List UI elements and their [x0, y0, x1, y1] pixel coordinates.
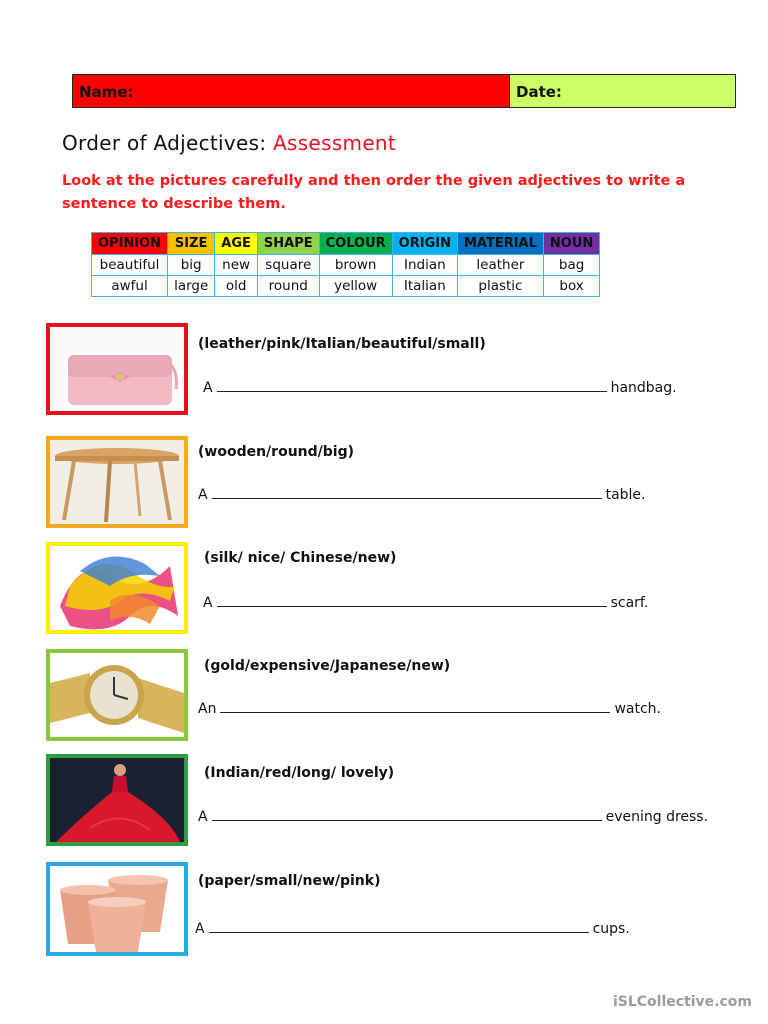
answer-blank[interactable] — [212, 486, 602, 499]
round-wooden-table-picture — [46, 436, 188, 528]
table-cell: box — [543, 276, 599, 297]
adjective-prompt: (leather/pink/Italian/beautiful/small) — [198, 336, 486, 352]
adjective-order-table — [91, 232, 600, 297]
adjective-prompt: (paper/small/new/pink) — [198, 873, 381, 889]
instructions: Look at the pictures carefully and then order the given adjectives to write a sentence to describe them. — [62, 173, 686, 212]
table-cell: large — [168, 276, 215, 297]
paper-cups-picture — [46, 862, 188, 956]
column-header-age: AGE — [215, 233, 258, 255]
silk-scarf-picture — [46, 542, 188, 634]
adjective-prompt: (wooden/round/big) — [198, 444, 354, 460]
table-cell: square — [257, 255, 319, 276]
table-cell: bag — [543, 255, 599, 276]
answer-blank[interactable] — [209, 920, 589, 933]
answer-blank[interactable] — [217, 594, 607, 607]
exercise-item-2 — [0, 436, 768, 528]
column-header-origin: ORIGIN — [392, 233, 457, 255]
table-cell: big — [168, 255, 215, 276]
noun: handbag. — [610, 380, 677, 396]
table-cell: Indian — [392, 255, 457, 276]
article: A — [198, 487, 208, 503]
gold-watch-picture — [46, 649, 188, 741]
noun: cups. — [592, 921, 630, 937]
table-cell: yellow — [319, 276, 392, 297]
article: A — [198, 809, 208, 825]
table-cell: beautiful — [92, 255, 168, 276]
exercise-item-6 — [0, 862, 768, 954]
title-accent: Assessment — [273, 131, 397, 155]
noun: scarf. — [610, 595, 649, 611]
article: A — [203, 595, 213, 611]
page-title — [62, 131, 396, 155]
noun: watch. — [614, 701, 661, 717]
column-header-size: SIZE — [168, 233, 215, 255]
column-header-opinion: OPINION — [92, 233, 168, 255]
article: An — [198, 701, 217, 717]
table-row — [92, 255, 600, 276]
pink-handbag-picture — [46, 323, 188, 415]
red-evening-dress-picture — [46, 754, 188, 846]
answer-sentence[interactable] — [198, 700, 661, 717]
adjective-prompt: (silk/ nice/ Chinese/new) — [204, 550, 397, 566]
exercise-item-3 — [0, 542, 768, 634]
date-field[interactable]: Date: — [510, 75, 735, 107]
noun: evening dress. — [605, 809, 709, 825]
adjective-prompt: (Indian/red/long/ lovely) — [204, 765, 395, 781]
answer-blank[interactable] — [220, 700, 610, 713]
table-cell: round — [257, 276, 319, 297]
answer-sentence[interactable] — [203, 379, 677, 396]
table-cell: plastic — [457, 276, 543, 297]
name-date-bar — [72, 74, 736, 108]
answer-sentence[interactable] — [203, 594, 648, 611]
column-header-noun: NOUN — [543, 233, 599, 255]
table-cell: Italian — [392, 276, 457, 297]
title-main: Order of Adjectives: — [62, 131, 274, 155]
answer-sentence[interactable] — [198, 486, 646, 503]
table-row — [92, 276, 600, 297]
exercise-item-1 — [0, 323, 768, 415]
article: A — [195, 921, 205, 937]
column-header-colour: COLOUR — [319, 233, 392, 255]
table-cell: old — [215, 276, 258, 297]
exercise-item-4 — [0, 649, 768, 741]
noun: table. — [605, 487, 646, 503]
exercise-item-5 — [0, 754, 768, 846]
answer-blank[interactable] — [212, 808, 602, 821]
table-cell: new — [215, 255, 258, 276]
adjective-prompt: (gold/expensive/Japanese/new) — [204, 658, 451, 674]
table-cell: leather — [457, 255, 543, 276]
article: A — [203, 380, 213, 396]
table-cell: brown — [319, 255, 392, 276]
answer-blank[interactable] — [217, 379, 607, 392]
column-header-material: MATERIAL — [457, 233, 543, 255]
answer-sentence[interactable] — [195, 920, 630, 937]
answer-sentence[interactable] — [198, 808, 708, 825]
column-header-shape: SHAPE — [257, 233, 319, 255]
table-cell: awful — [92, 276, 168, 297]
watermark: iSLCollective.com — [612, 994, 752, 1010]
name-field[interactable]: Name: — [73, 75, 510, 107]
